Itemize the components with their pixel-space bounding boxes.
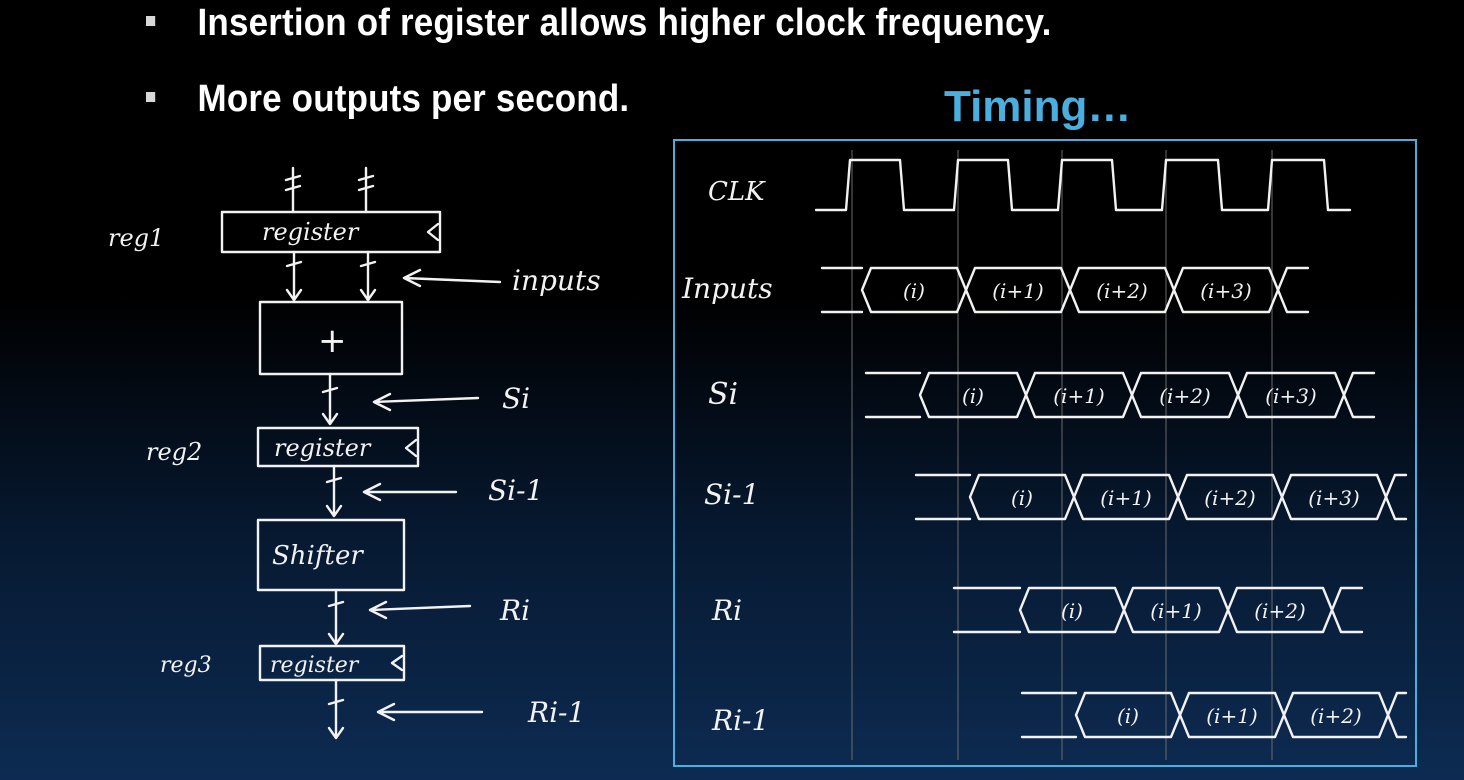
timing-title: Timing…	[944, 82, 1132, 131]
reg3-label: reg3	[160, 653, 212, 678]
bus-tail-band	[1386, 475, 1406, 519]
row-label-ri: Ri	[712, 594, 743, 627]
clock-guide-lines	[852, 150, 1272, 760]
clock-mark-1	[428, 224, 438, 240]
bus-segment-label: (i+2)	[1254, 599, 1306, 623]
bus-segment-label: (i+2)	[1159, 384, 1211, 408]
bus-tail-band	[1332, 588, 1362, 632]
bus-tail-band	[1278, 268, 1308, 312]
si-label: Si	[502, 382, 531, 415]
bus-lead-band	[822, 268, 862, 312]
row-label-ri1: Ri-1	[712, 704, 770, 737]
bus-segment-label: (i+1)	[1100, 486, 1152, 510]
ri1-label: Ri-1	[528, 696, 586, 729]
bus-lead-band	[916, 475, 970, 519]
bullet-text-2: More outputs per second.	[197, 78, 630, 120]
input-arrow-a	[286, 168, 300, 212]
bus-segment-label: (i+3)	[1308, 486, 1360, 510]
bus-lead-band	[866, 373, 920, 417]
row-label-si: Si	[708, 377, 739, 412]
clock-mark-3	[392, 656, 402, 670]
bus-segment-label: (i+3)	[1200, 279, 1252, 303]
arrow-reg2-shifter	[327, 466, 341, 516]
bus-segment-label: (i)	[961, 384, 985, 408]
shifter-text: Shifter	[272, 541, 363, 571]
bus-lead-band	[954, 588, 1020, 632]
reg2-label: reg2	[146, 438, 203, 466]
inputs-label: inputs	[512, 264, 601, 297]
pipeline-diagram	[108, 168, 601, 738]
arrow-reg3-output	[329, 680, 343, 738]
reg1-label: reg1	[108, 224, 165, 252]
ri1-pointer	[378, 704, 482, 720]
arrow-shifter-reg3	[329, 590, 343, 644]
row-label-inputs: Inputs	[682, 272, 773, 305]
row-label-clk: CLK	[708, 177, 765, 207]
bus-segment-label: (i+1)	[992, 279, 1044, 303]
bus-segment-label: (i+3)	[1265, 384, 1317, 408]
inputs-pointer	[404, 270, 500, 286]
si1-pointer	[364, 484, 456, 500]
register-1-text: register	[262, 218, 359, 246]
timing-diagram	[674, 140, 1416, 766]
ri-pointer	[370, 602, 470, 618]
clk-waveform	[816, 160, 1350, 210]
input-arrow-b	[359, 168, 373, 212]
si1-label: Si-1	[488, 474, 544, 507]
bus-segment-label: (i)	[902, 279, 926, 303]
bus-segment-label: (i+1)	[1053, 384, 1105, 408]
adder-text: +	[318, 321, 347, 361]
bus-segment-label: (i)	[1010, 486, 1034, 510]
bus-lead-band	[1022, 693, 1076, 737]
si-pointer	[374, 394, 478, 410]
bus-tail-band	[1344, 373, 1374, 417]
arrow-reg1-adder-b	[361, 252, 375, 300]
register-2-text: register	[274, 434, 371, 462]
bus-tail-band	[1388, 693, 1406, 737]
bus-segment-label: (i+1)	[1150, 599, 1202, 623]
clock-mark-2	[406, 440, 416, 456]
arrow-reg1-adder-a	[287, 252, 301, 300]
bus-segment-label: (i+2)	[1096, 279, 1148, 303]
bus-segment-label: (i)	[1116, 704, 1140, 728]
bus-segment-label: (i+2)	[1310, 704, 1362, 728]
bus-segment-label: (i+2)	[1204, 486, 1256, 510]
bus-segment-label: (i+1)	[1206, 704, 1258, 728]
bus-segment-label: (i)	[1060, 599, 1084, 623]
arrow-adder-reg2	[323, 374, 337, 424]
register-3-text: register	[270, 653, 359, 678]
bus-waveforms	[822, 268, 1406, 737]
ri-label: Ri	[500, 594, 531, 627]
row-label-si1: Si-1	[704, 478, 760, 511]
bullet-text-1: Insertion of register allows higher clock frequency.	[197, 2, 1052, 44]
timing-frame	[674, 140, 1416, 766]
